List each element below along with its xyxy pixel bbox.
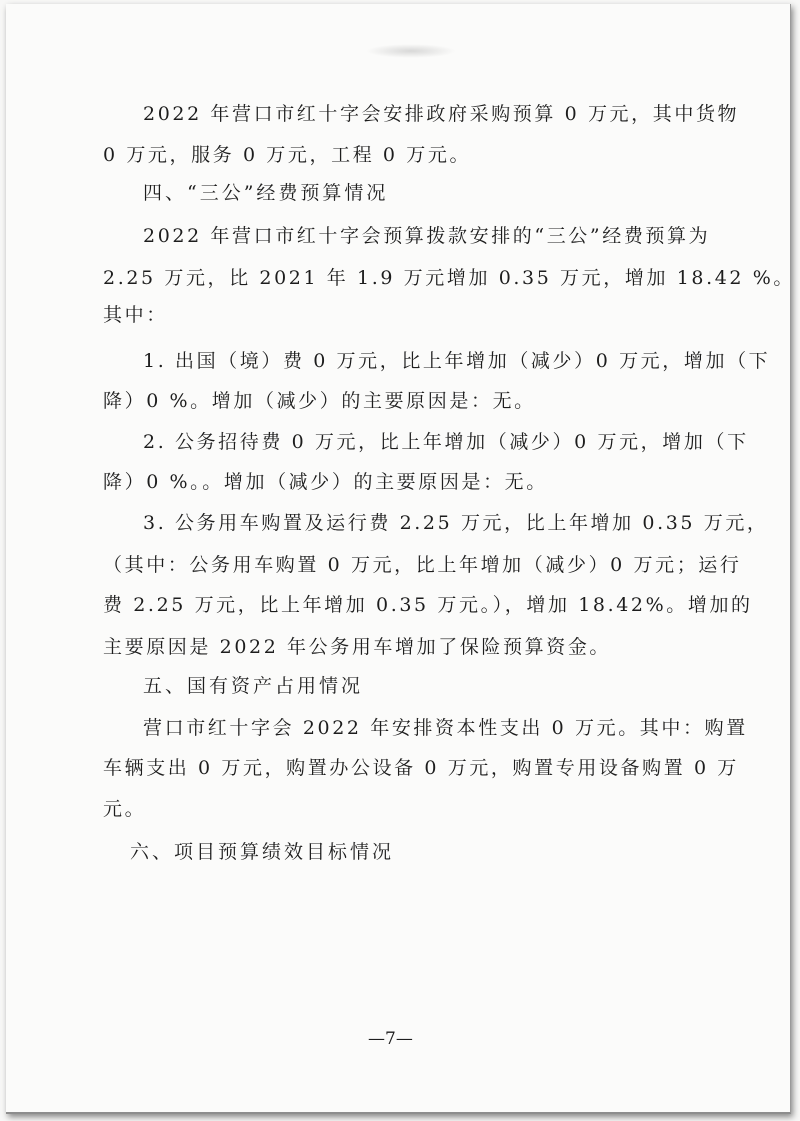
paragraph-line: 0 万元，服务 0 万元，工程 0 万元。: [103, 144, 472, 166]
list-item-line: 1. 出国（境）费 0 万元，比上年增加（减少）0 万元，增加（下: [143, 350, 771, 372]
list-item-line: 2. 公务招待费 0 万元，比上年增加（减少）0 万元，增加（下: [143, 431, 749, 453]
list-item-line: 3. 公务用车购置及运行费 2.25 万元，比上年增加 0.35 万元，: [143, 512, 769, 534]
section-heading-six: 六、项目预算绩效目标情况: [130, 841, 395, 863]
section-heading-four: 四、“三公”经费预算情况: [143, 182, 389, 204]
paragraph-line: 2022 年营口市红十字会预算拨款安排的“三公”经费预算为: [143, 225, 711, 247]
paragraph-line: 元。: [103, 798, 147, 820]
list-item-line: 主要原因是 2022 年公务用车增加了保险预算资金。: [103, 636, 612, 658]
list-item-line: （其中：公务用车购置 0 万元，比上年增加（减少）0 万元；运行: [103, 554, 742, 576]
page-number: —7—: [368, 1029, 413, 1049]
paragraph-line: 营口市红十字会 2022 年安排资本性支出 0 万元。其中：购置: [143, 717, 748, 739]
list-item-line: 降）0 %。。增加（减少）的主要原因是：无。: [103, 471, 548, 493]
section-heading-five: 五、国有资产占用情况: [143, 675, 364, 697]
list-item-line: 费 2.25 万元，比上年增加 0.35 万元。），增加 18.42%。增加的: [103, 594, 753, 616]
list-item-line: 降）0 %。增加（减少）的主要原因是：无。: [103, 390, 536, 412]
paragraph-line: 车辆支出 0 万元，购置办公设备 0 万元，购置专用设备购置 0 万: [103, 757, 739, 779]
paragraph-line: 2.25 万元，比 2021 年 1.9 万元增加 0.35 万元，增加 18.42 %。: [103, 267, 795, 289]
paragraph-line: 其中：: [103, 304, 168, 326]
paragraph-line: 2022 年营口市红十字会安排政府采购预算 0 万元，其中货物: [143, 103, 740, 125]
scan-smudge: [366, 44, 456, 58]
